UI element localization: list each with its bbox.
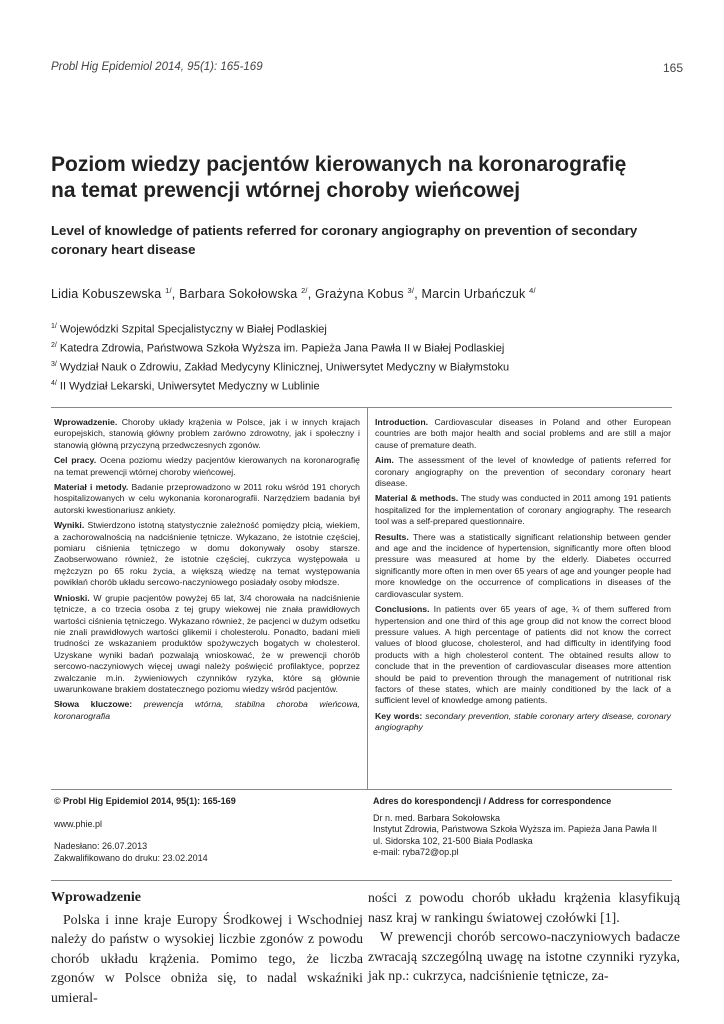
author-affiliation-mark: 2/ (301, 286, 308, 295)
body-paragraph: ności z powodu chorób układu krążenia klasyfikują nasz kraj w rankingu światowej czołówki [1]. (368, 890, 680, 925)
abstract-paragraph (54, 455, 360, 478)
abstract-text: W grupie pacjentów powyżej 65 lat, 3/4 chorowała na nadciśnienie tętnicze, a co trzecia osoba z tej grupy wiekowej nie znała prawidłowych wartości ciśnienia tętniczego. Wykazano również, że pacjenci w dużym odsetku nie znali prawidłowych wartości glikemii i cholesterolu. Ponadto, badani mieli trudności ze wskazaniem produktów spożywczych bogatych w cholesterol. Uzyskane wyniki badań pozwalają wnioskować, że w prewencji chorób sercowo-naczyniowych więcej uwagi należy poświęcić profilaktyce, poprzez zwalczanie m.in. żywieniowych czynników ryzyka, które są głównie uwarunkowane brakiem dostatecznego poziomu wiedzy wśród pacjentów. (54, 592, 360, 694)
affiliation-mark: 3/ (51, 361, 57, 369)
abstract-text: Badanie przeprowadzono w 2011 roku wśród 191 chorych hospitalizowanych w celu wykonania koronarografii. Narzędziem badania był autorski kwestionariusz ankiety. (54, 482, 360, 515)
author-list: Lidia Kobuszewska $^{1/}$, Barbara Sokołowska $^{2/}$, Grażyna Kobus $^{3/}$, Marcin Urbańczuk $^{4/}$ (51, 286, 536, 302)
body-column-left (51, 888, 363, 1008)
affiliation-mark: 2/ (51, 342, 57, 350)
affiliation-text: II Wydział Lekarski, Uniwersytet Medyczny w Lublinie (59, 381, 320, 394)
body-separator (51, 880, 672, 881)
correspondence-heading: Adres do korespondencji / Address for correspondence (373, 796, 612, 806)
article-info (51, 796, 672, 874)
journal-citation: Probl Hig Epidemiol 2014, 95(1): 165-169 (51, 61, 263, 73)
affiliation-item (51, 319, 691, 338)
title-polish-line-1: Poziom wiedzy pacjentów kierowanych na koronarografię (51, 153, 627, 176)
affiliation-list (51, 319, 691, 396)
abstract-text: Ocena poziomu wiedzy pacjentów kierowanych na koronarografię na temat prewencji wtórnej choroby wieńcowej. (54, 455, 360, 477)
author-name: Lidia Kobuszewska (51, 287, 162, 302)
correspondence-address: ul. Sidorska 102, 21-500 Biała Podlaska (373, 835, 533, 846)
abstract-polish (54, 417, 360, 726)
abstract-label: Results. (375, 531, 409, 542)
abstract-label: Wnioski. (54, 592, 90, 603)
keywords-label: Słowa kluczowe: (54, 699, 133, 710)
abstract-paragraph (375, 532, 671, 600)
abstract-label: Wyniki. (54, 520, 85, 531)
abstract-paragraph (375, 604, 671, 707)
abstract-label: Material & methods. (375, 493, 459, 504)
abstract-label: Cel pracy. (54, 455, 97, 466)
affiliation-text: Katedra Zdrowia, Państwowa Szkoła Wyższa im. Papieża Jana Pawła II w Białej Podlaskiej (59, 342, 505, 355)
abstract-text: In patients over 65 years of age, ¾ of them suffered from hypertension and one third of this age group did not know the correct blood pressure values. A high percentage of patients did not know the correct values of blood glucose, cholesterol, and had difficulty in identifying food products with a high cholesterol content. The obtained results allow to conclude that in the prevention of cardiovascular diseases more attention should be paid to prevention through the management of nutritional risk factors of these states, which are mainly conditioned by the lack of a sufficient level of knowledge among patients. (375, 604, 671, 706)
copyright-line: © Probl Hig Epidemiol 2014, 95(1): 165-169 (54, 796, 236, 806)
author-affiliation-mark: 3/ (407, 286, 415, 295)
correspondence-email-link[interactable]: e-mail: ryba72@op.pl (373, 847, 459, 858)
publication-info (54, 796, 354, 864)
abstract-paragraph (375, 455, 671, 489)
abstract-label: Conclusions. (375, 604, 430, 615)
abstract-label: Wprowadzenie. (54, 417, 118, 427)
correspondence-institution: Instytut Zdrowia, Państwowa Szkoła Wyższa im. Papieża Jana Pawła II (373, 824, 658, 835)
abstract-box (51, 407, 672, 790)
abstract-paragraph (375, 493, 671, 527)
journal-url-link[interactable]: www.phie.pl (54, 818, 103, 829)
abstract-english (375, 417, 671, 738)
abstract-label: Materiał i metody. (54, 482, 129, 493)
author-name: Barbara Sokołowska (179, 287, 298, 302)
author-name: Marcin Urbańczuk (421, 287, 526, 302)
abstract-text: Choroby układy krążenia w Polsce, jak i w innych krajach europejskich, stanowią główny problem zarówno zdrowotny, jak i społeczny i stanowią główną przyczyną przedwczesnych zgonów. (54, 417, 360, 450)
author-affiliation-mark: 1/ (165, 286, 172, 295)
correspondence-info (373, 796, 673, 859)
abstract-column-divider (367, 408, 368, 789)
abstract-text: The assessment of the level of knowledge of patients referred for coronary angiography on the prevention of secondary coronary heart disease. (375, 455, 671, 489)
abstract-text: The study was conducted in 2011 among 191 patients hospitalized for the implementation of coronary angiography. The research tool was a self-prepared questionnaire. (375, 493, 671, 527)
abstract-paragraph (54, 482, 360, 516)
page-number: 165 (662, 61, 683, 75)
running-head (51, 61, 683, 77)
keywords-label: Key words: (375, 710, 423, 721)
abstract-paragraph (375, 417, 671, 451)
abstract-text: There was a statistically significant relationship between gender and age and the incidence of hypertension, significantly more often blood pressure was measured at home by the elderly. Diabetes occurred significantly more often in men over 65 years of age and younger people had more knowledge on the occurrence of complications in diseases of the cardiovascular system. (375, 531, 672, 599)
author-name: Grażyna Kobus (315, 287, 404, 302)
abstract-text: Stwierdzono istotną statystycznie zależność pomiędzy płcią, wiekiem, a zachorowalnością na nadciśnienie tętnicze. Wykazano, że istotnie częściej, pomiaru ciśnienia tętniczego w domu dokonywały osoby starsze. Zaobserwowano również, że istotnie częściej, cukrzyca występowała u mężczyzn po 65 roku życia, a większą wiedzę na temat występowania powikłań chorób układu sercowo-naczyniowego posiadały osoby młodsze. (54, 520, 360, 588)
keywords-text: secondary prevention, stable coronary artery disease, coronary angiography (375, 710, 671, 733)
accepted-date: Zakwalifikowano do druku: 23.02.2014 (54, 852, 208, 863)
affiliation-mark: 1/ (51, 323, 57, 330)
affiliation-item (51, 338, 691, 357)
title-polish-line-2: na temat prewencji wtórnej choroby wieńcowej (51, 179, 521, 202)
body-paragraph: W prewencji chorób sercowo-naczyniowych badacze zwracają szczególną uwagę na istotne czynniki ryzyka, jak np.: cukrzyca, nadciśnienie tętnicze, za- (368, 929, 680, 984)
body-column-right (368, 888, 680, 986)
affiliation-mark: 4/ (51, 380, 57, 388)
abstract-text: Cardiovascular diseases in Poland and other European countries are both major health and social problems and are still a major cause of premature death. (375, 417, 671, 450)
abstract-paragraph (54, 593, 360, 696)
body-paragraph: Polska i inne kraje Europy Środkowej i Wschodniej należy do państw o wysokiej liczbie zgonów z powodu chorób układu krążenia. Pomimo tego, że liczba zgonów w Polsce obniża się, to nadal wskaźniki umieral- (51, 911, 363, 1005)
abstract-paragraph (54, 417, 360, 451)
abstract-label: Introduction. (375, 417, 429, 427)
abstract-paragraph (54, 520, 360, 588)
section-heading: Wprowadzenie (51, 890, 141, 905)
affiliation-text: Wojewódzki Szpital Specjalistyczny w Białej Podlaskiej (59, 323, 327, 336)
author-affiliation-mark: 4/ (529, 286, 536, 295)
affiliation-item (51, 376, 691, 395)
correspondence-name: Dr n. med. Barbara Sokołowska (373, 812, 501, 823)
affiliation-text: Wydział Nauk o Zdrowiu, Zakład Medycyny Klinicznej, Uniwersytet Medyczny w Białymstoku (59, 361, 510, 374)
affiliation-item (51, 357, 691, 376)
keywords-paragraph (375, 711, 671, 734)
submitted-date: Nadesłano: 26.07.2013 (54, 841, 148, 852)
keywords-paragraph (54, 699, 360, 722)
title-english: Level of knowledge of patients referred for coronary angiography on prevention of secondary coronary heart disease (51, 223, 638, 257)
abstract-label: Aim. (375, 455, 394, 466)
title-polish (51, 152, 691, 204)
keywords-text: prewencja wtórna, stabilna choroba wieńcowa, koronarografia (54, 699, 360, 721)
